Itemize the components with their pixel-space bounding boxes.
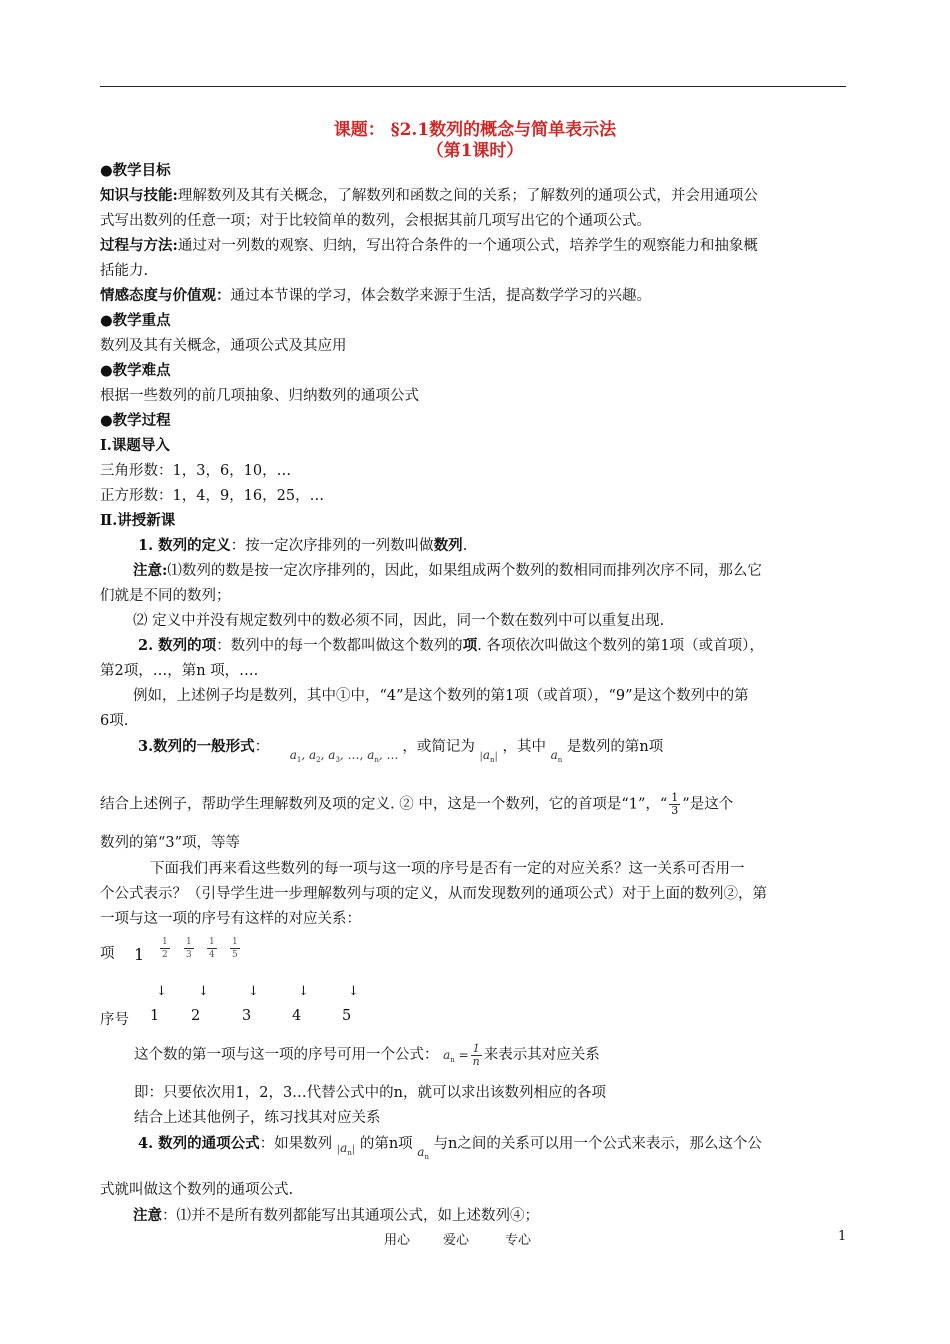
general-form-line: 3.数列的一般形式： $_{a_1, a_2, a_3, \dots, a_n, \dots}$ ，或简记为 $_{|a_n|}$ ，其中 $_{a_n}$ 是数列的第n项 <box>138 738 664 764</box>
an-equals-one-over-n: $a_n$ = $\frac{1}{n}$ <box>443 1042 480 1068</box>
example-line-1: 例如，上述例子均是数列，其中①中，“4”是这个数列的第1项（或首项），“9”是这个数列中的第 <box>133 688 749 704</box>
footer-right: 专心 <box>505 1233 532 1248</box>
relation-line-3: 一项与这一项的序号有这样的对应关系： <box>100 911 361 927</box>
triangle-numbers: 三角形数：1，3，6，10，… <box>100 463 292 479</box>
index-label: 序号 <box>100 1012 129 1028</box>
process-heading: ●教学过程 <box>100 412 171 429</box>
goals-heading: ●教学目标 <box>100 162 171 179</box>
general-form-formula: a1, a2, a3, …, an, … <box>289 748 399 764</box>
index-5: 5 <box>342 1008 352 1024</box>
item-fraction-half: $\frac{1}{2}$ <box>162 937 168 960</box>
footer-left: 用心 <box>384 1233 411 1248</box>
def-term-line-2: 第2项，…，第n 项，…. <box>100 663 259 679</box>
header-rule <box>100 86 846 87</box>
footer-mid: 爱心 <box>443 1233 470 1248</box>
note2-line: 注意：⑴并不是所有数列都能写出其通项公式，如上述数列④； <box>133 1207 539 1224</box>
an-symbol-2: an <box>417 1145 429 1161</box>
note1-line-2: 们就是不同的数列； <box>100 588 231 604</box>
relation-line-2: 个公式表示？（引导学生进一步理解数列与项的定义，从而发现数列的通项公式）对于上面的数列②，第 <box>100 886 767 902</box>
item-label: 项 <box>100 946 115 962</box>
index-2: 2 <box>191 1008 201 1024</box>
emotion-line: 情感态度与价值观：通过本节课的学习，体会数学来源于生活，提高数学学习的兴趣。 <box>100 287 651 304</box>
item-first: 1 <box>134 945 145 964</box>
combine-line-1: 结合上述例子，帮助学生理解数列及项的定义. ② 中，这是一个数列，它的首项是“1”，“ $\frac{1}{3}$ ”是这个 <box>100 791 734 817</box>
note1-line-1: 注意:⑴数列的数是按一定次序排列的，因此，如果组成两个数列的数相同而排列次序不同，那么它 <box>133 562 762 579</box>
arrow-2: ↓ <box>198 984 209 999</box>
def-term-line-1: 2. 数列的项：数列中的每一个数都叫做这个数列的项. 各项依次叫做这个数列的第1项（或首项）， <box>138 637 764 654</box>
example-line-2: 6项. <box>100 713 129 729</box>
square-numbers: 正方形数：1，4，9，16，25，… <box>100 488 325 504</box>
index-3: 3 <box>242 1008 252 1024</box>
index-4: 4 <box>292 1008 302 1024</box>
relation-line-1: 下面我们再来看这些数列的每一项与这一项的序号是否有一定的对应关系？这一关系可否用一 <box>150 861 745 877</box>
process-line-2: 括能力. <box>100 263 149 279</box>
arrow-1: ↓ <box>156 984 167 999</box>
note1-line-3: ⑵ 定义中并没有规定数列中的数必须不同，因此，同一个数在数列中可以重复出现. <box>133 613 665 629</box>
focus-text: 数列及其有关概念，通项公式及其应用 <box>100 338 347 354</box>
fraction-one-third: $\frac{1}{3}$ <box>671 791 679 817</box>
arrow-4: ↓ <box>298 984 309 999</box>
combine-line-2: 数列的第“3”项，等等 <box>100 835 241 851</box>
new-lesson-heading: Ⅱ.讲授新课 <box>100 512 176 529</box>
difficulty-text: 根据一些数列的前几项抽象、归纳数列的通项公式 <box>100 388 419 404</box>
sequence-brace-formula-2: |an| <box>336 1141 356 1157</box>
process-line-1: 过程与方法:通过对一列数的观察、归纳，写出符合条件的一个通项公式，培养学生的观察能力和抽象概 <box>100 237 758 254</box>
page-title: 课题： §2.1数列的概念与简单表示法 <box>333 120 617 140</box>
item-fraction-quarter: $\frac{1}{4}$ <box>209 937 215 960</box>
def-general-term-line-1: 4. 数列的通项公式：如果数列 $_{|a_n|}$ 的第n项 $_{a_n}$ 与n之间的关系可以用一个公式来表示，那么这个公 <box>138 1135 762 1161</box>
item-fraction-third: $\frac{1}{3}$ <box>186 937 192 960</box>
def-general-term-line-2: 式就叫做这个数列的通项公式. <box>100 1182 294 1198</box>
combine-other-line: 结合上述其他例子，练习找其对应关系 <box>134 1110 381 1126</box>
def-sequence: 1. 数列的定义：按一定次序排列的一列数叫做数列. <box>138 537 468 554</box>
page-number: 1 <box>838 1229 847 1244</box>
arrow-5: ↓ <box>348 984 359 999</box>
knowledge-line-2: 式写出数列的任意一项；对于比较简单的数列，会根据其前几项写出它的个通项公式。 <box>100 213 651 229</box>
intro-heading: Ⅰ.课题导入 <box>100 437 170 454</box>
an-symbol: an <box>550 748 563 764</box>
arrow-3: ↓ <box>248 984 259 999</box>
index-1: 1 <box>150 1008 160 1024</box>
focus-heading: ●教学重点 <box>100 312 171 329</box>
knowledge-line-1: 知识与技能:理解数列及其有关概念，了解数列和函数之间的关系；了解数列的通项公式，并会用通项公 <box>100 187 758 204</box>
difficulty-heading: ●教学难点 <box>100 362 171 379</box>
item-fraction-fifth: $\frac{1}{5}$ <box>232 937 238 960</box>
page-subtitle: （第1课时） <box>426 141 524 161</box>
formula-line: 这个数的第一项与这一项的序号可用一个公式： $a_n$ = $\frac{1}{n}$ 来表示其对应关系 <box>134 1042 600 1068</box>
sequence-brace-formula: |an| <box>479 748 498 764</box>
replace-line: 即：只要依次用1，2，3…代替公式中的n，就可以求出该数列相应的各项 <box>134 1085 607 1101</box>
